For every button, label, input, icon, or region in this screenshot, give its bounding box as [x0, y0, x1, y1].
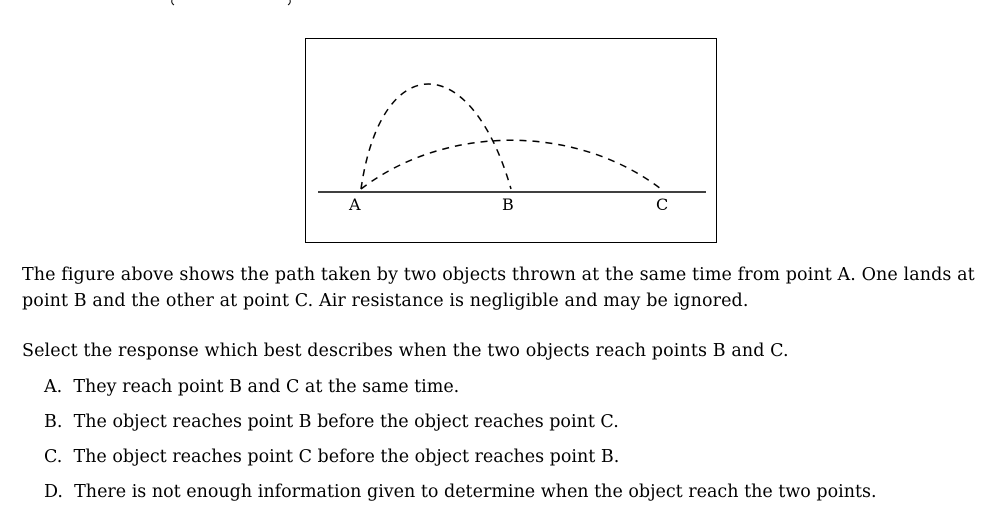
answer-option-d[interactable] [44, 480, 877, 504]
answer-option-c[interactable] [44, 445, 619, 469]
option-text: There is not enough information given to determine when the object reach the two points. [74, 482, 877, 502]
point-a-label: A [349, 195, 361, 214]
question-line-2: point B and the other at point C. Air resistance is negligible and may be ignored. [22, 291, 749, 311]
question-line-1: The figure above shows the path taken by two objects thrown at the same time from point A. One lands at [22, 265, 975, 285]
answer-option-b[interactable] [44, 410, 619, 434]
answer-option-a[interactable] [44, 375, 459, 399]
option-text: The object reaches point C before the object reaches point B. [73, 447, 620, 467]
option-letter: D. [44, 482, 69, 502]
cropped-top-fragment [0, 0, 1006, 8]
option-text: The object reaches point B before the object reaches point C. [73, 412, 619, 432]
trajectory-figure [305, 38, 717, 243]
trajectory-low-arc [361, 140, 661, 189]
question-stem [22, 262, 975, 314]
option-letter: A. [44, 377, 68, 397]
option-text: They reach point B and C at the same time. [73, 377, 460, 397]
question-prompt: Select the response which best describes when the two objects reach points B and C. [22, 341, 789, 361]
option-letter: B. [44, 412, 68, 432]
option-letter: C. [44, 447, 68, 467]
point-c-label: C [656, 195, 669, 214]
point-b-label: B [502, 195, 514, 214]
